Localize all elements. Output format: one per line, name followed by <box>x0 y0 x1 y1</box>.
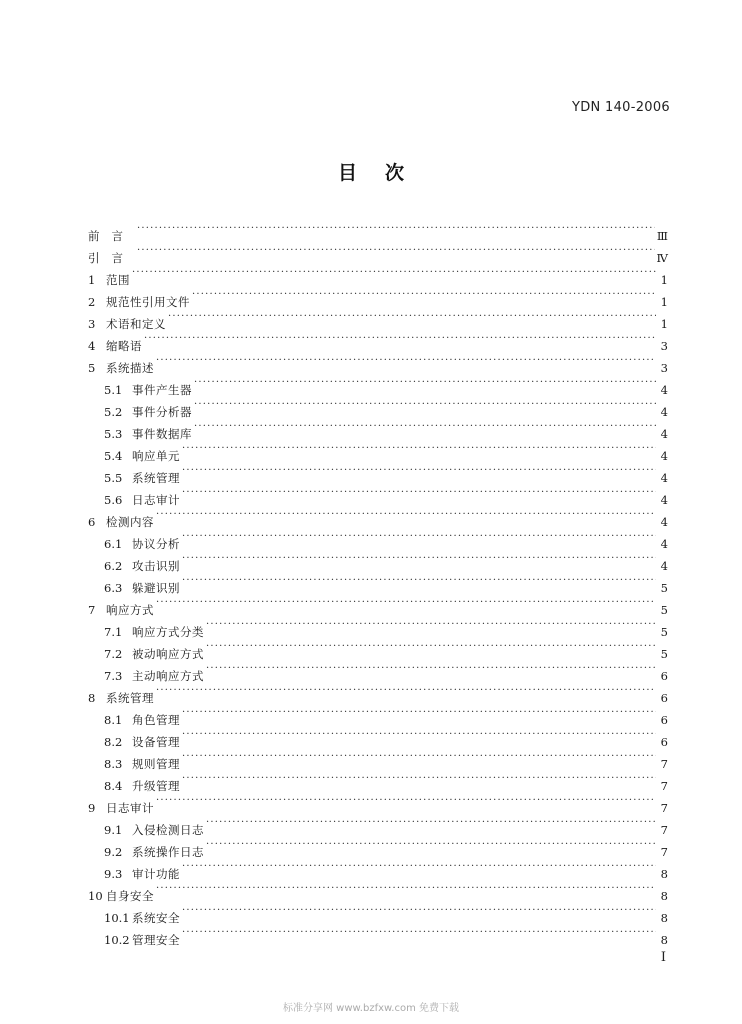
toc-entry-page: Ⅲ <box>656 229 668 243</box>
toc-entry-number: 10.1 <box>104 911 130 925</box>
toc-entry-title: 系统安全 <box>132 911 180 925</box>
toc-entry[interactable] <box>88 592 668 617</box>
toc-entry-number: 8 <box>88 691 96 705</box>
toc-entry-number: 6.2 <box>104 559 123 573</box>
toc-entry-number: 6.3 <box>104 581 123 595</box>
toc-entry-page: 3 <box>660 361 668 375</box>
toc-entry-number: 9.2 <box>104 845 123 859</box>
toc-entry-page: 6 <box>660 691 668 705</box>
toc-entry[interactable] <box>88 526 668 551</box>
toc-entry-page: 4 <box>660 405 668 419</box>
toc-entry-number: 10.2 <box>104 933 130 947</box>
toc-entry-page: 7 <box>660 801 668 815</box>
toc-entry-title: 范围 <box>106 273 130 287</box>
toc-entry-title: 日志审计 <box>132 493 180 507</box>
toc-leader-dots <box>156 790 656 812</box>
toc-entry[interactable] <box>88 768 668 793</box>
toc-leader-dots <box>168 306 656 328</box>
toc-entry-title: 前言 <box>88 229 135 243</box>
toc-leader-dots <box>206 834 656 856</box>
toc-entry-page: 6 <box>660 735 668 749</box>
toc-entry[interactable] <box>88 438 668 463</box>
toc-leader-dots <box>182 460 656 482</box>
toc-entry-page: 5 <box>660 625 668 639</box>
toc-entry-title: 事件数据库 <box>132 427 192 441</box>
toc-entry[interactable] <box>88 306 668 331</box>
page-number: I <box>660 950 666 965</box>
toc-entry-page: 8 <box>660 911 668 925</box>
toc-leader-dots <box>182 548 656 570</box>
toc-entry[interactable] <box>88 856 668 881</box>
toc-entry-number: 5.6 <box>104 493 123 507</box>
toc-entry-title: 响应单元 <box>132 449 180 463</box>
toc-entry-title: 响应方式分类 <box>132 625 204 639</box>
toc-entry-page: 8 <box>660 933 668 947</box>
toc-leader-dots <box>206 658 656 680</box>
toc-entry-page: 6 <box>660 669 668 683</box>
toc-entry-title: 规则管理 <box>132 757 180 771</box>
toc-entry-page: 7 <box>660 779 668 793</box>
toc-entry[interactable] <box>88 372 668 397</box>
toc-entry-page: 4 <box>660 471 668 485</box>
toc-entry[interactable] <box>88 570 668 595</box>
toc-entry-page: 4 <box>660 427 668 441</box>
toc-entry-title: 事件分析器 <box>132 405 192 419</box>
toc-entry-page: 7 <box>660 757 668 771</box>
toc-leader-dots <box>182 900 656 922</box>
toc-entry-title: 系统管理 <box>132 471 180 485</box>
toc-leader-dots <box>206 812 656 834</box>
toc-entry-title: 躲避识别 <box>132 581 180 595</box>
toc-entry-title: 被动响应方式 <box>132 647 204 661</box>
toc-leader-dots <box>194 416 656 438</box>
toc-entry-number: 8.4 <box>104 779 123 793</box>
toc-entry[interactable] <box>88 746 668 771</box>
toc-leader-dots <box>182 702 656 724</box>
toc-entry-number: 9.1 <box>104 823 123 837</box>
document-code: YDN 140-2006 <box>572 100 670 115</box>
toc-entry-title: 设备管理 <box>132 735 180 749</box>
toc-entry-number: 5 <box>88 361 96 375</box>
toc-entry-page: 5 <box>660 603 668 617</box>
toc-entry-page: 4 <box>660 537 668 551</box>
toc-leader-dots <box>156 592 656 614</box>
toc-entry-title: 事件产生器 <box>132 383 192 397</box>
toc-entry[interactable] <box>88 416 668 441</box>
toc-entry-page: 8 <box>660 867 668 881</box>
toc-entry-number: 7 <box>88 603 96 617</box>
toc-entry[interactable] <box>88 284 668 309</box>
toc-leader-dots <box>182 922 656 944</box>
toc-entry-number: 5.1 <box>104 383 123 397</box>
toc-leader-dots <box>206 614 656 636</box>
toc-entry-page: 1 <box>660 317 668 331</box>
toc-entry-page: 5 <box>660 581 668 595</box>
toc-leader-dots <box>206 636 656 658</box>
toc-entry-title: 主动响应方式 <box>132 669 204 683</box>
toc-leader-dots <box>182 768 656 790</box>
toc-entry[interactable] <box>88 680 668 705</box>
toc-entry[interactable] <box>88 482 668 507</box>
toc-entry-page: Ⅳ <box>656 251 668 265</box>
toc-entry-number: 8.2 <box>104 735 123 749</box>
toc-leader-dots <box>192 284 656 306</box>
toc-entry-title: 系统操作日志 <box>132 845 204 859</box>
toc-entry-number: 5.3 <box>104 427 123 441</box>
toc-entry[interactable] <box>88 614 668 639</box>
toc-entry-title: 升级管理 <box>132 779 180 793</box>
toc-entry-number: 7.3 <box>104 669 123 683</box>
toc-leader-dots <box>182 482 656 504</box>
toc-entry-title: 检测内容 <box>106 515 154 529</box>
toc-entry[interactable] <box>88 328 668 353</box>
toc-entry-title: 响应方式 <box>106 603 154 617</box>
toc-entry[interactable] <box>88 262 668 287</box>
toc-entry-number: 6.1 <box>104 537 123 551</box>
toc-entry-number: 8.3 <box>104 757 123 771</box>
toc-leader-dots <box>182 724 656 746</box>
toc-leader-dots <box>137 218 655 240</box>
toc-entry-number: 4 <box>88 339 96 353</box>
toc-entry-title: 协议分析 <box>132 537 180 551</box>
toc-entry[interactable] <box>88 218 668 243</box>
toc-entry-number: 5.5 <box>104 471 123 485</box>
toc-entry-number: 3 <box>88 317 96 331</box>
watermark: 标准分享网 www.bzfxw.com 免费下载 <box>283 1003 459 1014</box>
toc-entry-page: 7 <box>660 845 668 859</box>
toc-leader-dots <box>194 372 656 394</box>
toc-entry[interactable] <box>88 790 668 815</box>
toc-entry-number: 2 <box>88 295 96 309</box>
toc-entry-title: 日志审计 <box>106 801 154 815</box>
toc-entry-page: 4 <box>660 449 668 463</box>
toc-entry-title: 自身安全 <box>106 889 154 903</box>
toc-entry[interactable] <box>88 394 668 419</box>
toc-entry-title: 规范性引用文件 <box>106 295 190 309</box>
toc-entry[interactable] <box>88 878 668 903</box>
toc-entry-title: 术语和定义 <box>106 317 166 331</box>
toc-entry[interactable] <box>88 548 668 573</box>
toc-leader-dots <box>132 262 656 284</box>
toc-entry-number: 9.3 <box>104 867 123 881</box>
toc-entry-page: 6 <box>660 713 668 727</box>
toc-leader-dots <box>182 438 656 460</box>
toc-entry-number: 9 <box>88 801 96 815</box>
toc-entry-title: 管理安全 <box>132 933 180 947</box>
toc-entry-page: 1 <box>660 295 668 309</box>
toc-leader-dots <box>194 394 656 416</box>
toc-entry-title: 引言 <box>88 251 135 265</box>
toc-leader-dots <box>156 350 656 372</box>
toc-entry-number: 7.2 <box>104 647 123 661</box>
toc-entry-number: 7.1 <box>104 625 123 639</box>
toc-entry-title: 系统管理 <box>106 691 154 705</box>
toc-entry[interactable] <box>88 834 668 859</box>
toc-entry[interactable] <box>88 658 668 683</box>
toc-entry-page: 8 <box>660 889 668 903</box>
toc-leader-dots <box>144 328 656 350</box>
toc-leader-dots <box>182 746 656 768</box>
toc-entry-page: 4 <box>660 515 668 529</box>
toc-entry-number: 5.4 <box>104 449 123 463</box>
toc-leader-dots <box>156 878 656 900</box>
toc-entry-page: 3 <box>660 339 668 353</box>
toc-entry[interactable] <box>88 922 668 947</box>
toc-entry-title: 系统描述 <box>106 361 154 375</box>
toc-leader-dots <box>182 856 656 878</box>
toc-leader-dots <box>182 570 656 592</box>
toc-entry-page: 5 <box>660 647 668 661</box>
toc-entry[interactable] <box>88 460 668 485</box>
toc-entry-number: 10 <box>88 889 103 903</box>
toc-entry-number: 5.2 <box>104 405 123 419</box>
toc-entry-title: 缩略语 <box>106 339 142 353</box>
toc-entry-number: 8.1 <box>104 713 123 727</box>
toc-leader-dots <box>182 526 656 548</box>
toc-entry-page: 7 <box>660 823 668 837</box>
table-of-contents <box>88 218 668 947</box>
toc-entry-number: 1 <box>88 273 96 287</box>
toc-leader-dots <box>156 504 656 526</box>
toc-entry[interactable] <box>88 240 668 265</box>
toc-entry[interactable] <box>88 702 668 727</box>
toc-entry-title: 角色管理 <box>132 713 180 727</box>
toc-entry-title: 审计功能 <box>132 867 180 881</box>
toc-leader-dots <box>137 240 655 262</box>
toc-entry-title: 攻击识别 <box>132 559 180 573</box>
toc-entry[interactable] <box>88 812 668 837</box>
toc-entry[interactable] <box>88 504 668 529</box>
toc-entry-page: 1 <box>660 273 668 287</box>
toc-entry-page: 4 <box>660 493 668 507</box>
toc-entry[interactable] <box>88 636 668 661</box>
toc-entry[interactable] <box>88 900 668 925</box>
toc-entry-page: 4 <box>660 383 668 397</box>
toc-entry[interactable] <box>88 350 668 375</box>
toc-entry[interactable] <box>88 724 668 749</box>
toc-entry-page: 4 <box>660 559 668 573</box>
toc-entry-title: 入侵检测日志 <box>132 823 204 837</box>
toc-entry-number: 6 <box>88 515 96 529</box>
toc-leader-dots <box>156 680 656 702</box>
toc-title: 目次 <box>337 162 432 184</box>
